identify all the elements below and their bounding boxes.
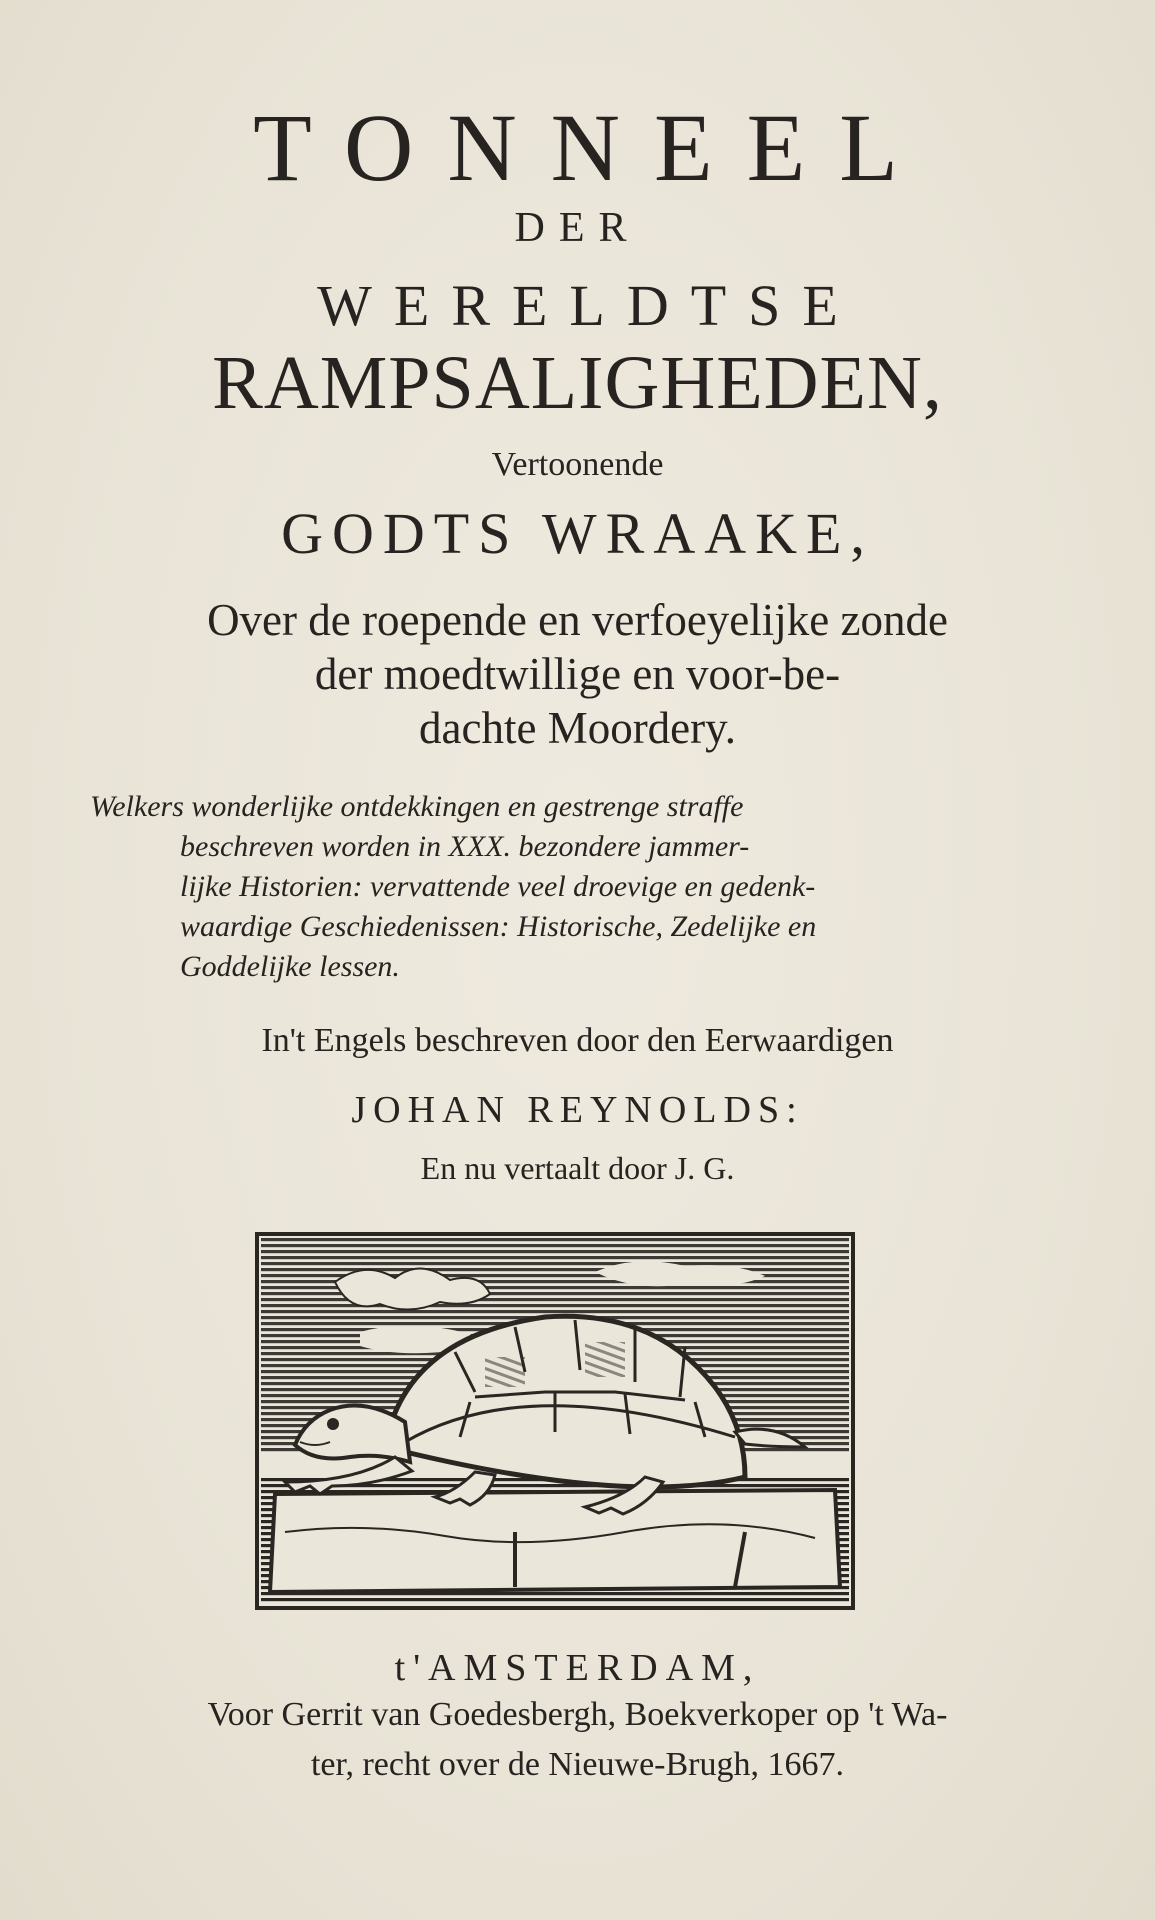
title-line-der: DER [514, 205, 641, 251]
title-line-vertoonende: Vertoonende [491, 446, 664, 483]
imprint-line-2: ter, recht over de Nieuwe-Brugh, 1667. [310, 1746, 844, 1783]
title-line-tonneel: TONNEEL [253, 94, 932, 201]
italic-line-3: lijke Historien: vervattende veel droevige en gedenk- [180, 870, 816, 903]
author-name: JOHAN REYNOLDS: [351, 1089, 804, 1131]
italic-line-1: Welkers wonderlijke ontdekkingen en gestrenge straffe [90, 790, 744, 823]
italic-line-5: Goddelijke lessen. [180, 950, 400, 983]
imprint-line-1: Voor Gerrit van Goedesbergh, Boekverkoper op 't Wa- [207, 1696, 948, 1733]
subtitle-line-1: Over de roepende en verfoeyelijke zonde [207, 595, 948, 645]
translator-line: En nu vertaalt door J. G. [420, 1150, 735, 1186]
title-line-rampsaligheden: RAMPSALIGHEDEN, [212, 341, 943, 425]
title-line-wereldtse: WERELDTSE [317, 273, 860, 338]
tortoise-woodcut-illustration [255, 1232, 855, 1610]
subtitle-line-2: der moedtwillige en voor-be- [314, 649, 841, 699]
subtitle-line-3: dachte Moordery. [419, 703, 736, 753]
title-line-godts-wraake: GODTS WRAAKE, [281, 501, 874, 566]
imprint-city: t'AMSTERDAM, [394, 1647, 761, 1689]
author-intro: In't Engels beschreven door den Eerwaardigen [261, 1022, 894, 1059]
italic-line-4: waardige Geschiedenissen: Historische, Zedelijke en [180, 910, 817, 943]
italic-line-2: beschreven worden in XXX. bezondere jammer- [180, 830, 750, 863]
